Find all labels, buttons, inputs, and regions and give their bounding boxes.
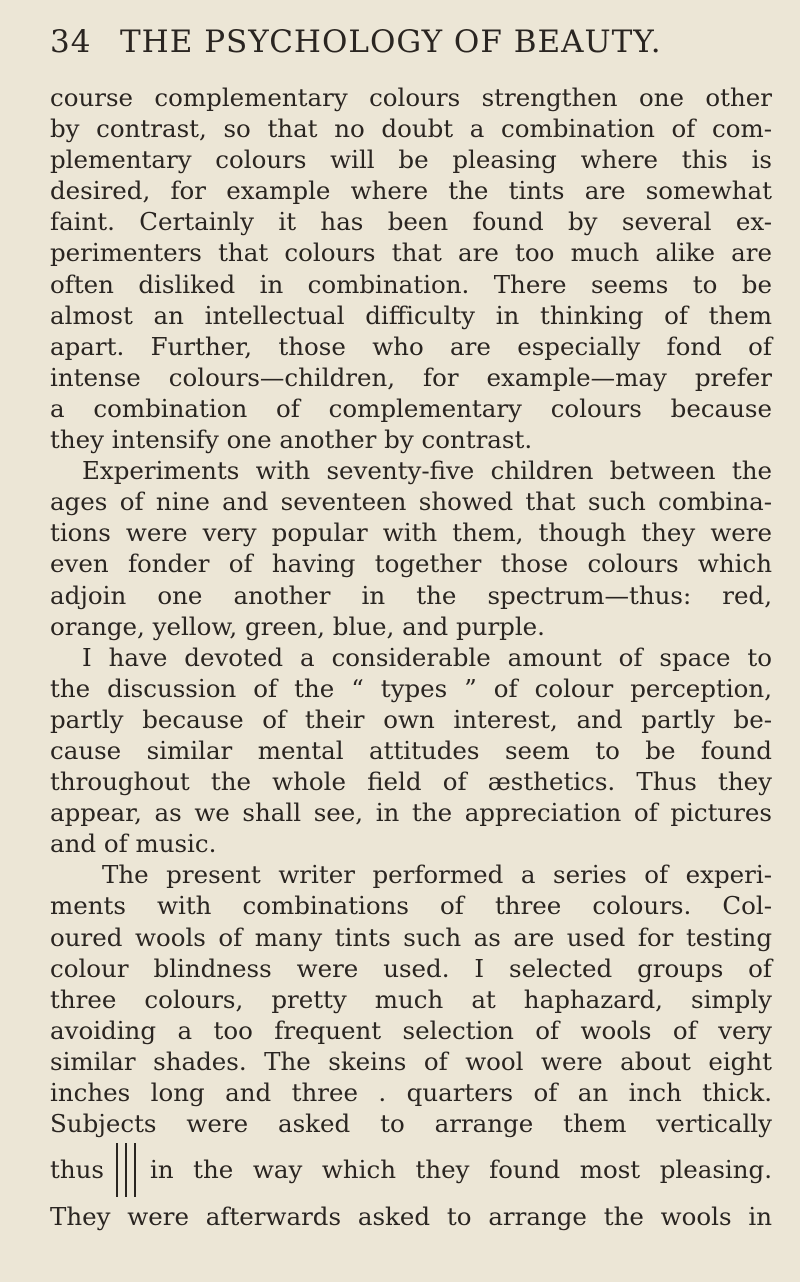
text-line: appear, as we shall see, in the appreciation of pictures [50, 798, 772, 828]
text-line: partly because of their own interest, and partly be- [50, 704, 772, 734]
text-line: perimenters that colours that are too much alike are [50, 238, 772, 268]
text-line: similar shades. The skeins of wool were about eight [50, 1046, 772, 1076]
text-line: almost an intellectual difficulty in thinking of them [50, 300, 772, 330]
text-line: They were afterwards asked to arrange the wools in [50, 1202, 772, 1232]
text-line: the discussion of the “ types ” of colour perception, [50, 673, 772, 703]
text-line: oured wools of many tints such as are used for testing [50, 922, 772, 952]
text-line: The present writer performed a series of experi- [102, 860, 772, 890]
text-line: often disliked in combination. There seems to be [50, 269, 772, 299]
body-text [50, 82, 772, 1232]
text-line: adjoin one another in the spectrum—thus: red, [50, 580, 772, 610]
page-number: 34 [50, 24, 92, 60]
text-line: apart. Further, those who are especially fond of [50, 331, 772, 361]
text-line: plementary colours will be pleasing where this is [50, 145, 772, 175]
text-line-end: in the way which they found most pleasing. [149, 1155, 772, 1185]
text-line: they intensify one another by contrast. [50, 425, 533, 455]
text-line: even fonder of having together those colours which [50, 549, 772, 579]
wool-skein-bar [116, 1143, 118, 1197]
text-line: colour blindness were used. I selected groups of [50, 953, 772, 983]
text-line: Experiments with seventy-five children between the [82, 456, 772, 486]
text-line: desired, for example where the tints are somewhat [50, 176, 772, 206]
wool-skein-bar [134, 1143, 136, 1197]
running-head [50, 14, 772, 66]
text-line: a combination of complementary colours because [50, 393, 772, 423]
text-line-with-wool-bars [50, 1139, 772, 1201]
text-line: I have devoted a considerable amount of space to [82, 642, 772, 672]
text-line: inches long and three . quarters of an inch thick. [50, 1078, 772, 1107]
text-line: and of music. [50, 829, 217, 859]
text-line: ages of nine and seventeen showed that such combina- [50, 487, 772, 517]
text-line: avoiding a too frequent selection of wools of very [50, 1015, 772, 1045]
text-line: Subjects were asked to arrange them vertically [50, 1109, 772, 1139]
text-line: tions were very popular with them, though they were [50, 518, 772, 548]
text-line: throughout the whole field of æsthetics. Thus they [50, 767, 772, 797]
text-line: three colours, pretty much at haphazard, simply [50, 984, 772, 1014]
text-line-start: thus [50, 1155, 104, 1185]
text-line: faint. Certainly it has been found by several ex- [50, 207, 772, 237]
running-title: THE PSYCHOLOGY OF BEAUTY. [120, 24, 662, 60]
text-line: ments with combinations of three colours. Col- [50, 891, 772, 921]
text-line: cause similar mental attitudes seem to be found [50, 735, 772, 765]
wool-skein-bar [125, 1143, 127, 1197]
text-line: by contrast, so that no doubt a combination of com- [50, 114, 772, 144]
wool-skeins-illustration [116, 1143, 136, 1197]
text-line: course complementary colours strengthen one other [50, 83, 772, 112]
text-line: orange, yellow, green, blue, and purple. [50, 611, 545, 641]
text-line: intense colours—children, for example—may prefer [50, 362, 772, 392]
